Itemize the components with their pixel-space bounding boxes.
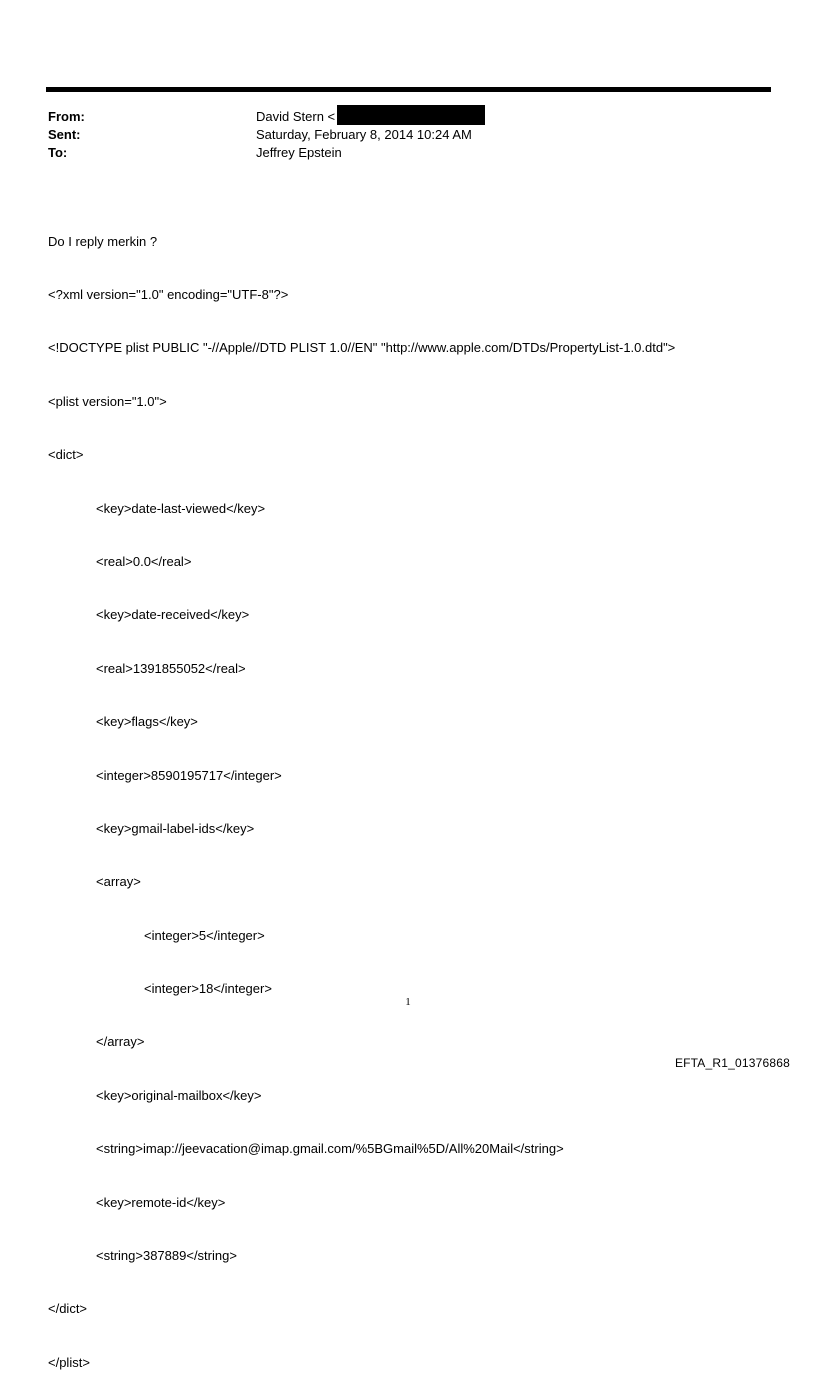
email-body bbox=[48, 197, 675, 1389]
body-line: <array> bbox=[96, 874, 141, 890]
body-line: <!DOCTYPE plist PUBLIC "-//Apple//DTD PLIST 1.0//EN" "http://www.apple.com/DTDs/PropertyList-1.0.dtd"> bbox=[48, 340, 676, 356]
to-row bbox=[48, 144, 485, 162]
email-header bbox=[48, 108, 485, 162]
page-number: 1 bbox=[405, 996, 411, 1008]
body-line: <plist version="1.0"> bbox=[48, 393, 167, 409]
body-line: <key>original-mailbox</key> bbox=[96, 1087, 262, 1103]
to-label: To: bbox=[48, 145, 68, 160]
body-line: <key>remote-id</key> bbox=[96, 1194, 226, 1210]
body-line: <string>imap://jeevacation@imap.gmail.com/%5BGmail%5D/All%20Mail</string> bbox=[96, 1141, 564, 1157]
body-line: </dict> bbox=[48, 1301, 88, 1317]
body-line: <real>0.0</real> bbox=[96, 553, 192, 569]
body-line: </plist> bbox=[48, 1354, 90, 1370]
from-label: From: bbox=[48, 109, 85, 124]
sender-name: David Stern < bbox=[256, 109, 336, 124]
body-line: <string>387889</string> bbox=[96, 1248, 237, 1264]
body-line: <key>date-received</key> bbox=[96, 607, 250, 623]
sent-label: Sent: bbox=[48, 127, 81, 142]
body-line: <integer>8590195717</integer> bbox=[96, 767, 282, 783]
sent-row bbox=[48, 126, 485, 144]
to-value: Jeffrey Epstein bbox=[256, 145, 342, 160]
body-line: <integer>18</integer> bbox=[144, 981, 272, 997]
body-line: <key>gmail-label-ids</key> bbox=[96, 820, 255, 836]
body-line: Do I reply merkin ? bbox=[48, 233, 158, 249]
body-line: <dict> bbox=[48, 447, 84, 463]
header-divider bbox=[46, 87, 771, 92]
from-value bbox=[256, 107, 485, 127]
body-line: <key>flags</key> bbox=[96, 714, 198, 730]
body-line: <key>date-last-viewed</key> bbox=[96, 500, 266, 516]
sent-value: Saturday, February 8, 2014 10:24 AM bbox=[256, 127, 472, 142]
body-line: </array> bbox=[96, 1034, 145, 1050]
redaction-block bbox=[337, 105, 485, 125]
body-line: <?xml version="1.0" encoding="UTF-8"?> bbox=[48, 286, 289, 302]
document-id: EFTA_R1_01376868 bbox=[674, 1056, 790, 1070]
body-line: <integer>5</integer> bbox=[144, 927, 265, 943]
from-row bbox=[48, 108, 485, 126]
body-line: <real>1391855052</real> bbox=[96, 660, 246, 676]
